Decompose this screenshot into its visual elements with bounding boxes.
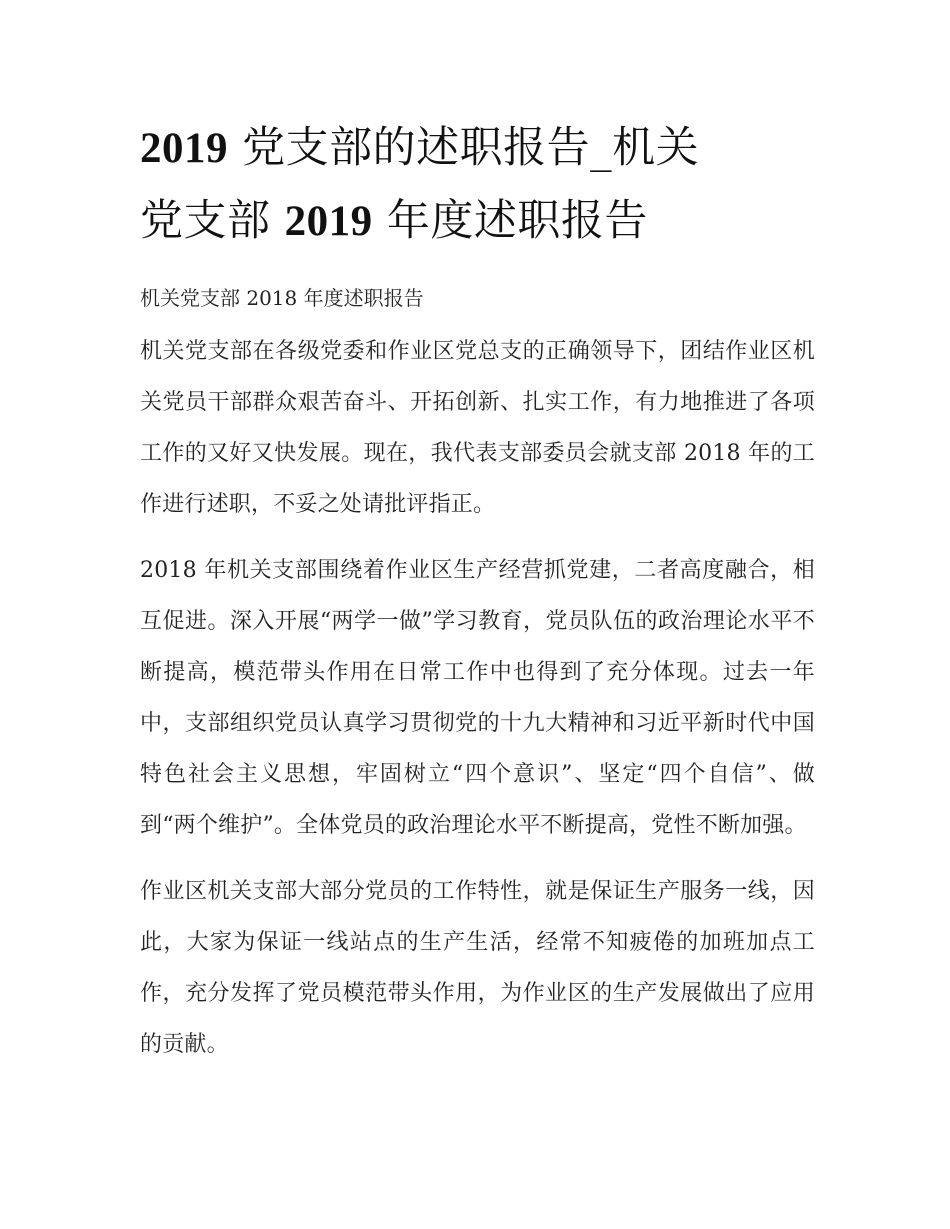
paragraph-1: 机关党支部在各级党委和作业区党总支的正确领导下，团结作业区机关党员干部群众艰苦奋斗、开拓创新、扎实工作，有力地推进了各项工作的又好又快发展。现在，我代表支部委员会就支部 2018 年的工作进行述职，不妥之处请批评指正。: [140, 339, 815, 517]
document-body: [140, 112, 815, 1070]
title-year-2: 2019: [284, 198, 373, 245]
paragraph-3: 作业区机关支部大部分党员的工作特性，就是保证生产服务一线，因此，大家为保证一线站点的生产生活，经常不知疲倦的加班加点工作，充分发挥了党员模范带头作用，为作业区的生产发展做出了应用的贡献。: [140, 879, 815, 1057]
title-year-1: 2019: [140, 125, 228, 172]
title-text-2: 党支部: [140, 196, 285, 246]
document-subtitle: 机关党支部 2018 年度述职报告: [140, 286, 424, 310]
title-text-1: 党支部的述职报告_机关: [228, 123, 700, 173]
document-title: [140, 112, 815, 258]
paragraph-2: 2018 年机关支部围绕着作业区生产经营抓党建，二者高度融合，相互促进。深入开展“两学一做”学习教育，党员队伍的政治理论水平不断提高，模范带头作用在日常工作中也得到了充分体现。过去一年中，支部组织党员认真学习贯彻党的十九大精神和习近平新时代中国特色社会主义思想，牢固树立“四个意识”、坚定“四个自信”、做到“两个维护”。全体党员的政治理论水平不断提高，党性不断加强。: [140, 558, 815, 838]
title-text-3: 年度述职报告: [372, 196, 648, 246]
